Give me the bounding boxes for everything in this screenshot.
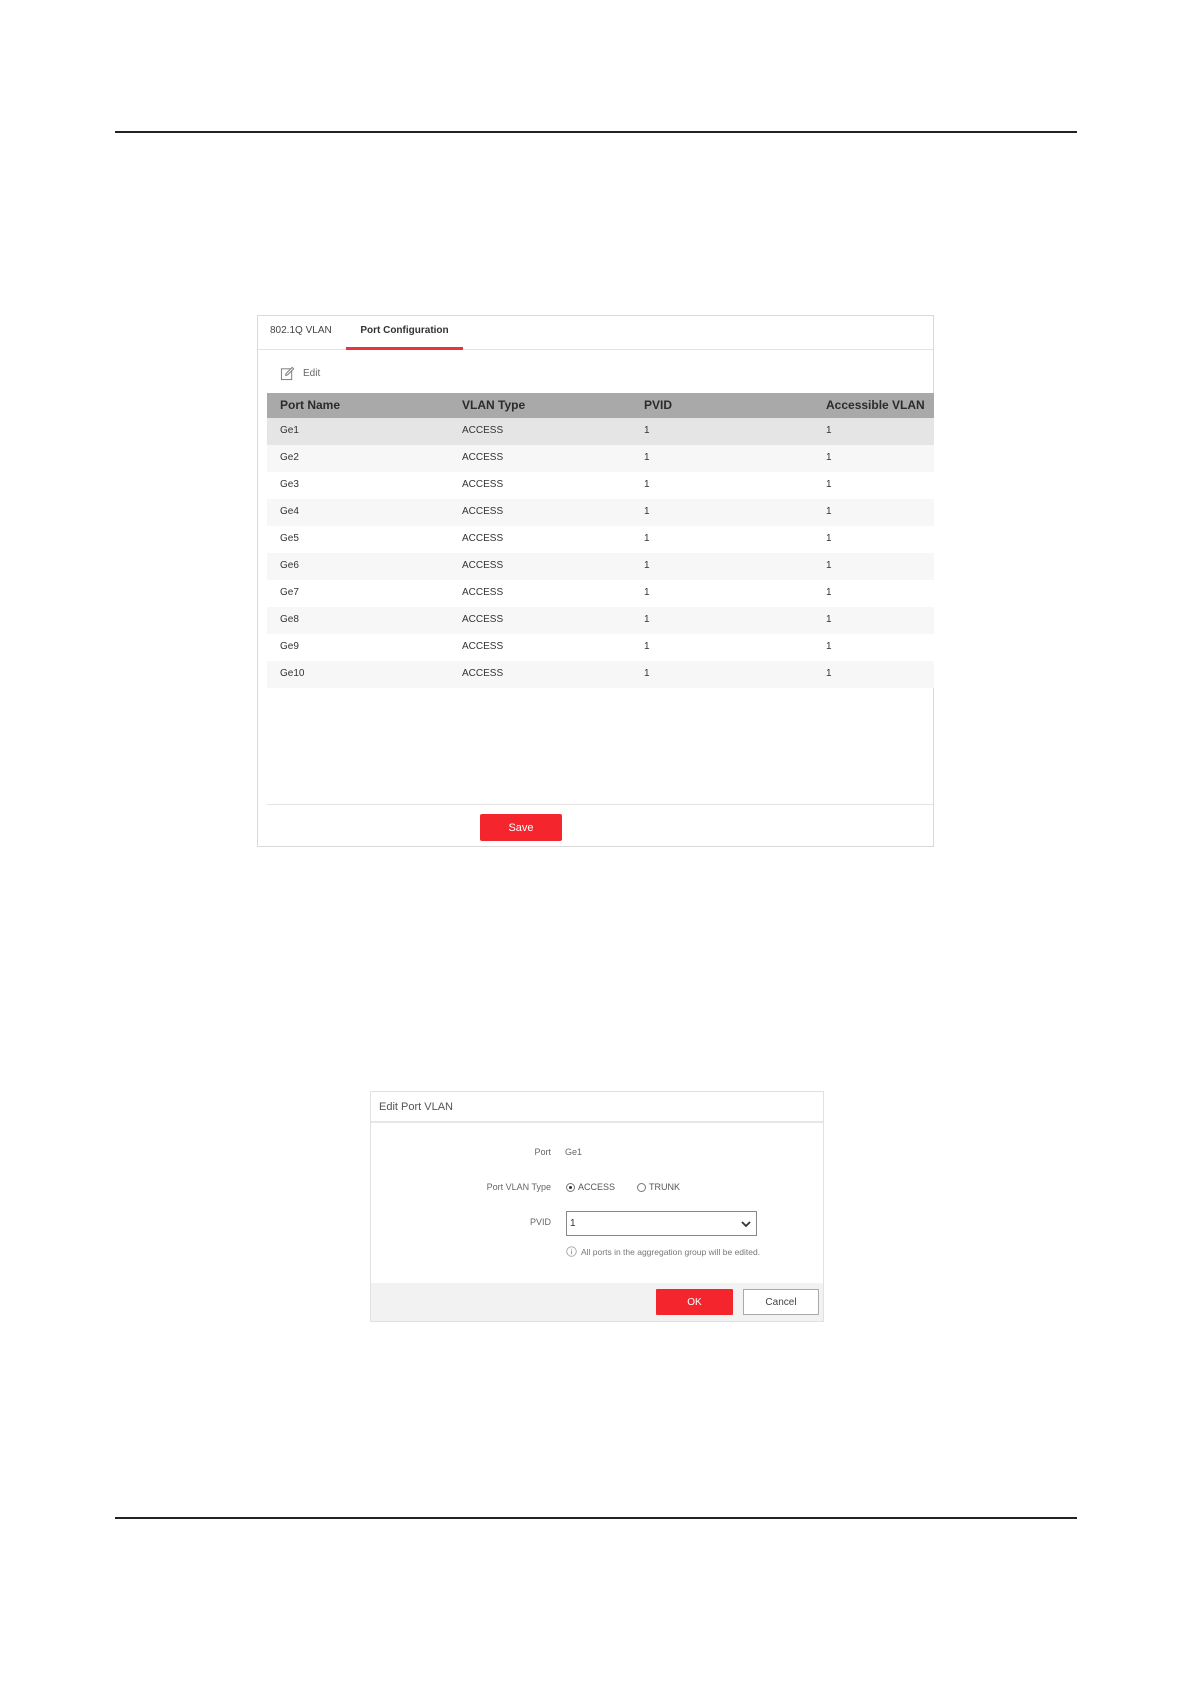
port-table [267,393,934,688]
ok-button[interactable]: OK [656,1289,733,1315]
cell-pvid: 1 [644,587,650,598]
port-label: Port [534,1147,551,1157]
cell-accessible-vlan: 1 [826,668,832,679]
cell-accessible-vlan: 1 [826,614,832,625]
edit-label: Edit [303,367,321,379]
table-row[interactable] [267,526,934,553]
cell-accessible-vlan: 1 [826,506,832,517]
tab-bar [258,316,933,350]
cell-pvid: 1 [644,506,650,517]
footer-divider [267,804,933,805]
cell-port-name: Ge5 [280,533,299,544]
radio-access[interactable] [566,1182,615,1192]
cell-port-name: Ge2 [280,452,299,463]
cell-vlan-type: ACCESS [462,668,504,679]
cell-accessible-vlan: 1 [826,425,832,436]
pvid-label: PVID [529,1217,551,1227]
cell-vlan-type: ACCESS [462,479,504,490]
tab-port-configuration[interactable]: Port Configuration [346,316,463,349]
table-row[interactable] [267,472,934,499]
cell-vlan-type: ACCESS [462,452,504,463]
col-header-vlan-type[interactable]: VLAN Type [462,398,526,412]
dialog-title: Edit Port VLAN [371,1092,823,1123]
aggregation-note-text: All ports in the aggregation group will be edited. [581,1246,761,1257]
save-button[interactable]: Save [480,814,562,841]
pvid-select-value: 1 [570,1218,576,1229]
table-row[interactable] [267,499,934,526]
cell-accessible-vlan: 1 [826,452,832,463]
cell-pvid: 1 [644,614,650,625]
top-rule [115,131,1077,133]
pvid-select[interactable] [566,1211,757,1236]
cell-accessible-vlan: 1 [826,587,832,598]
table-row[interactable] [267,634,934,661]
table-row[interactable] [267,418,934,445]
table-row[interactable] [267,580,934,607]
cell-port-name: Ge4 [280,506,299,517]
cell-port-name: Ge10 [280,668,305,679]
tab-8021q-vlan[interactable]: 802.1Q VLAN [270,325,332,336]
table-row[interactable] [267,607,934,634]
cell-accessible-vlan: 1 [826,641,832,652]
cell-vlan-type: ACCESS [462,587,504,598]
cell-vlan-type: ACCESS [462,506,504,517]
table-row[interactable] [267,445,934,472]
cancel-button[interactable]: Cancel [743,1289,819,1315]
info-icon [566,1246,577,1257]
cell-vlan-type: ACCESS [462,560,504,571]
cell-vlan-type: ACCESS [462,641,504,652]
cell-port-name: Ge3 [280,479,299,490]
cell-pvid: 1 [644,641,650,652]
cell-port-name: Ge8 [280,614,299,625]
col-header-accessible-vlan[interactable]: Accessible VLAN [826,398,925,412]
col-header-port-name[interactable]: Port Name [280,398,341,412]
cell-port-name: Ge6 [280,560,299,571]
cell-pvid: 1 [644,668,650,679]
radio-trunk-label: TRUNK [649,1182,681,1192]
edit-icon [280,366,295,381]
cell-pvid: 1 [644,425,650,436]
bottom-rule [115,1517,1077,1519]
cell-pvid: 1 [644,452,650,463]
radio-access-indicator[interactable] [566,1183,575,1192]
col-header-pvid[interactable]: PVID [644,398,673,412]
table-row[interactable] [267,661,934,688]
radio-access-label: ACCESS [578,1182,616,1192]
port-value: Ge1 [565,1147,583,1157]
radio-trunk-indicator[interactable] [637,1183,646,1192]
cell-accessible-vlan: 1 [826,479,832,490]
cell-port-name: Ge1 [280,425,299,436]
edit-port-vlan-dialog [370,1091,824,1322]
cell-pvid: 1 [644,533,650,544]
cell-vlan-type: ACCESS [462,425,504,436]
vlan-type-label: Port VLAN Type [486,1182,551,1192]
chevron-down-icon [740,1218,752,1230]
dialog-body [371,1123,823,1283]
cell-port-name: Ge9 [280,641,299,652]
cell-pvid: 1 [644,560,650,571]
cell-pvid: 1 [644,479,650,490]
cell-port-name: Ge7 [280,587,299,598]
port-config-panel [257,315,934,847]
dialog-footer [371,1283,823,1321]
cell-vlan-type: ACCESS [462,533,504,544]
aggregation-note [566,1246,760,1257]
cell-accessible-vlan: 1 [826,533,832,544]
radio-trunk[interactable] [637,1182,680,1192]
cell-accessible-vlan: 1 [826,560,832,571]
table-body [267,418,934,688]
edit-button[interactable] [280,364,320,382]
table-row[interactable] [267,553,934,580]
vlan-type-radio-group [566,1182,680,1192]
cell-vlan-type: ACCESS [462,614,504,625]
table-header [267,393,934,418]
